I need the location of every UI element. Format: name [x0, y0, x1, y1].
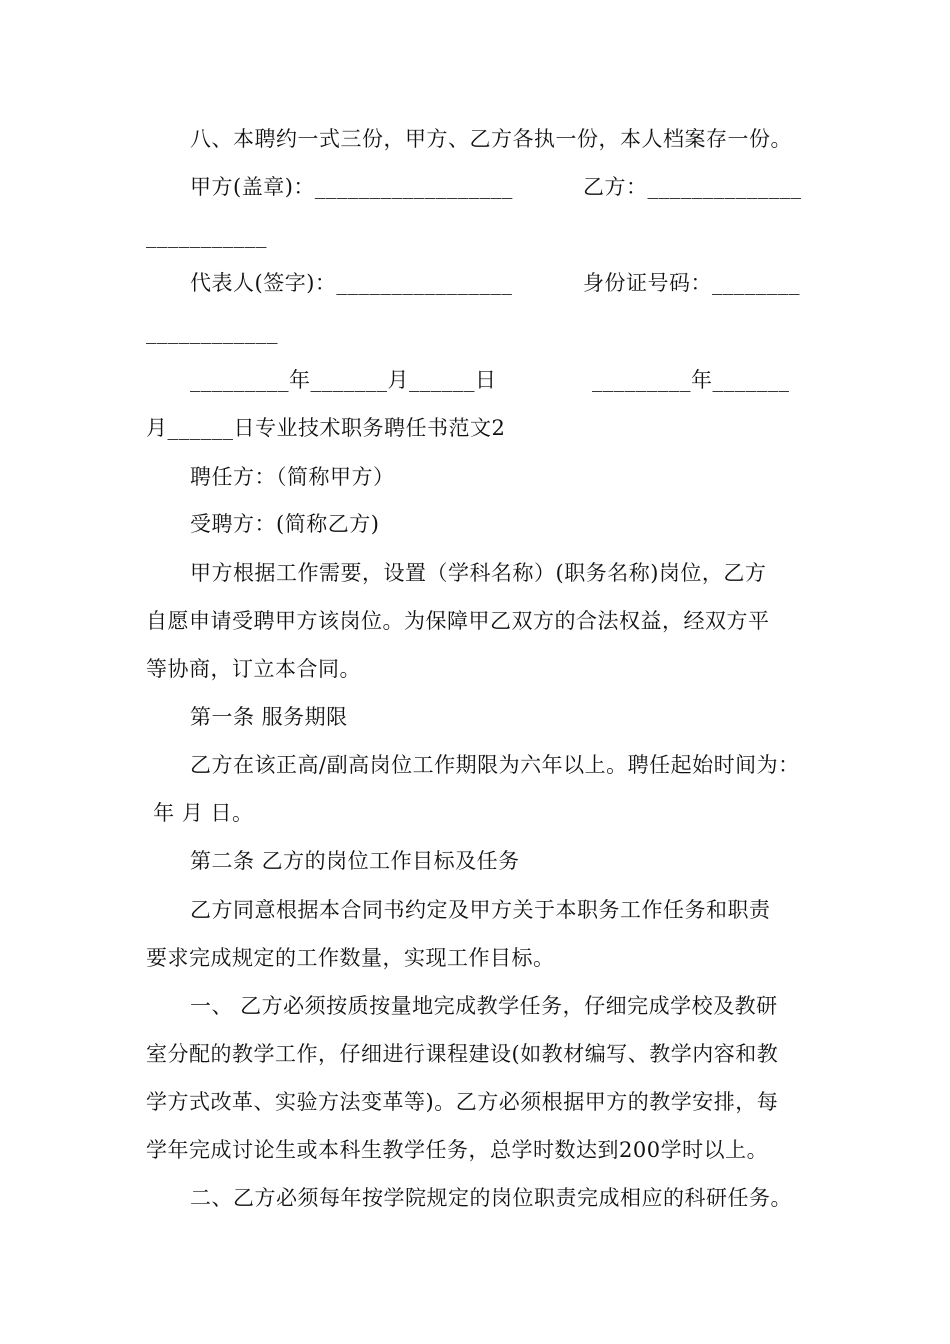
article-one-line-1: 乙方在该正高/副高岗位工作期限为六年以上。聘任起始时间为：: [190, 753, 800, 777]
item-one-line-2: 室分配的教学工作，仔细进行课程建设(如教材编写、教学内容和教: [146, 1042, 779, 1066]
id-number-line-continued: ____________: [146, 320, 278, 344]
party-b-line: 乙方：______________: [583, 175, 802, 199]
preamble-line-1: 甲方根据工作需要，设置（学科名称）(职务名称)岗位，乙方: [190, 561, 767, 585]
date-line-party-b: _________年_______: [592, 368, 790, 392]
date-line-party-a: _________年_______月______日: [190, 368, 497, 392]
preamble-line-2: 自愿申请受聘甲方该岗位。为保障甲乙双方的合法权益，经双方平: [146, 609, 770, 633]
party-a-seal-line: 甲方(盖章)：__________________: [190, 175, 513, 199]
item-one-line-4: 学年完成讨论生或本科生教学任务，总学时数达到200学时以上。: [146, 1138, 769, 1162]
item-one-line-1: 一、 乙方必须按质按量地完成教学任务，仔细完成学校及教研: [190, 994, 778, 1018]
representative-signature-line: 代表人(签字)：________________: [190, 271, 513, 295]
clause-eight: 八、本聘约一式三份，甲方、乙方各执一份，本人档案存一份。: [190, 127, 792, 151]
id-number-line: 身份证号码：________: [583, 271, 800, 295]
article-one-line-2: 年 月 日。: [146, 801, 254, 825]
article-one-heading: 第一条 服务期限: [190, 705, 348, 729]
employee-line: 受聘方：(简称乙方): [190, 512, 380, 536]
party-b-line-continued: ___________: [146, 224, 267, 248]
preamble-line-3: 等协商，订立本合同。: [146, 657, 361, 681]
item-two-line-1: 二、乙方必须每年按学院规定的岗位职责完成相应的科研任务。: [190, 1186, 792, 1210]
date-line-continued-and-title: 月______日专业技术职务聘任书范文2: [146, 416, 506, 440]
article-two-line-1: 乙方同意根据本合同书约定及甲方关于本职务工作任务和职责: [190, 898, 771, 922]
item-one-line-3: 学方式改革、实验方法变革等)。乙方必须根据甲方的教学安排，每: [146, 1090, 779, 1114]
article-two-heading: 第二条 乙方的岗位工作目标及任务: [190, 849, 520, 873]
employer-line: 聘任方：（简称甲方）: [190, 465, 395, 489]
article-two-line-2: 要求完成规定的工作数量，实现工作目标。: [146, 946, 555, 970]
